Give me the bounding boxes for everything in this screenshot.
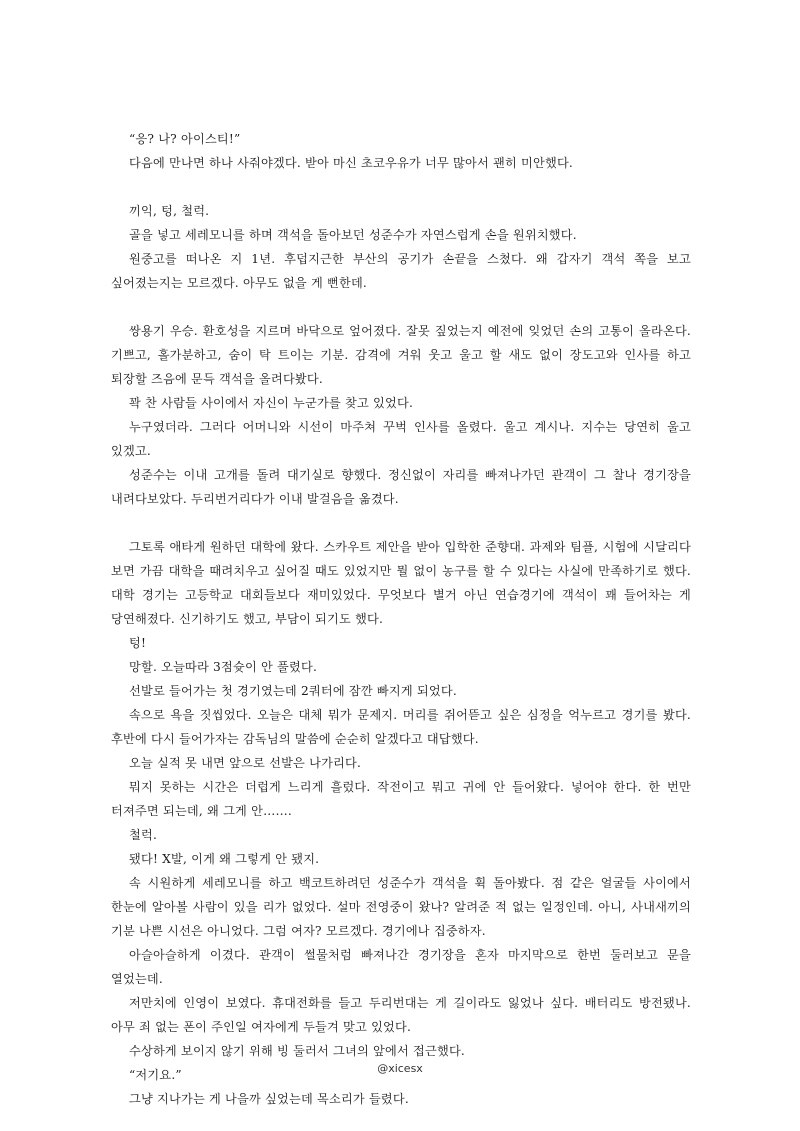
document-body: [111, 127, 691, 1111]
paragraph: 저만치에 인영이 보였다. 휴대전화를 들고 두리번대는 게 길이라도 잃었나 싶다. 배터리도 방전됐나. 아무 죄 없는 폰이 주인일 여자에게 두들겨 맞고 있었다.: [111, 996, 691, 1034]
paragraph: 선발로 들어가는 첫 경기였는데 2쿼터에 잠깐 빠지게 되었다.: [129, 684, 457, 698]
paragraph: 뭐지 못하는 시간은 더럽게 느리게 흘렀다. 작전이고 뭐고 귀에 안 들어왔다. 넣어야 한다. 한 번만 터져주면 되는데, 왜 그게 안…….: [111, 780, 691, 818]
paragraph: 누구였더라. 그러다 어머니와 시선이 마주쳐 꾸벅 인사를 올렸다. 울고 계시나. 지수는 당연히 울고 있겠고.: [111, 420, 691, 458]
paragraph: “응? 나? 아이스티!”: [129, 132, 241, 146]
paragraph: 성준수는 이내 고개를 돌려 대기실로 향했다. 정신없이 자리를 빠져나가던 관객이 그 찰나 경기장을 내려다보았다. 두리번거리다가 이내 발걸음을 옮겼다.: [111, 468, 691, 506]
paragraph: 속으로 욕을 짓씹었다. 오늘은 대체 뭐가 문제지. 머리를 쥐어뜯고 싶은 심정을 억누르고 경기를 봤다. 후반에 다시 들어가자는 감독님의 말씀에 순순히 알겠다고 대답했다.: [111, 708, 691, 746]
paragraph: “저기요.”: [129, 1068, 182, 1082]
paragraph: 그토록 애타게 원하던 대학에 왔다. 스카우트 제안을 받아 입학한 준향대. 과제와 팀플, 시험에 시달리다 보면 가끔 대학을 때려치우고 싶어질 때도 있었지만 뭘 없이 농구를 할 수 있다는 사실에 만족하기로 했다. 대학 경기는 고등학교 대회들보다 재미있었다. 무엇보다 별거 아닌 연습경기에 객석이 꽤 들어차는 게 당연해졌다. 신기하기도 했고, 부담이 되기도 했다.: [111, 540, 691, 626]
paragraph: 다음에 만나면 하나 사줘야겠다. 받아 마신 초코우유가 너무 많아서 괜히 미안했다.: [129, 156, 574, 170]
paragraph: 아슬아슬하게 이겼다. 관객이 썰물처럼 빠져나간 경기장을 혼자 마지막으로 한번 둘러보고 문을 열었는데.: [111, 948, 691, 986]
paragraph: 쌍용기 우승. 환호성을 지르며 바닥으로 엎어졌다. 잘못 짚었는지 예전에 잊었던 손의 고통이 올라온다. 기쁘고, 홀가분하고, 숨이 탁 트이는 기분. 감격에 겨워 웃고 울고 할 새도 없이 장도고와 인사를 하고 퇴장할 즈음에 문득 객석을 올려다봤다.: [111, 324, 691, 386]
author-handle: @xicesx: [377, 1062, 423, 1075]
paragraph: 속 시원하게 세레모니를 하고 백코트하려던 성준수가 객석을 휙 돌아봤다. 점 같은 얼굴들 사이에서 한눈에 알아볼 사람이 있을 리가 없었다. 설마 전영중이 왔나? 알려준 적 없는 일정인데. 아니, 사내새끼의 기분 나쁜 시선은 아니었다. 그럼 여자? 모르겠다. 경기에나 집중하자.: [111, 876, 691, 938]
paragraph: 망할. 오늘따라 3점슛이 안 풀렸다.: [129, 660, 318, 674]
paragraph: 그냥 지나가는 게 나을까 싶었는데 목소리가 들렸다.: [129, 1092, 409, 1106]
paragraph: 끼익, 텅, 철럭.: [129, 204, 210, 218]
paragraph: 됐다! X발, 이게 왜 그렇게 안 됐지.: [129, 852, 320, 866]
paragraph: 꽉 찬 사람들 사이에서 자신이 누군가를 찾고 있었다.: [129, 396, 414, 410]
paragraph: 수상하게 보이지 않기 위해 빙 둘러서 그녀의 앞에서 접근했다.: [129, 1044, 465, 1058]
paragraph: 오늘 실적 못 내면 앞으로 선발은 나가리다.: [129, 756, 362, 770]
paragraph: 골을 넣고 세레모니를 하며 객석을 돌아보던 성준수가 자연스럽게 손을 원위치했다.: [129, 228, 577, 242]
paragraph: 텅!: [129, 636, 147, 650]
paragraph: 원중고를 떠나온 지 1년. 후덥지근한 부산의 공기가 손끝을 스쳤다. 왜 갑자기 객석 쪽을 보고 싶어졌는지는 모르겠다. 아무도 없을 게 뻔한데.: [111, 252, 691, 290]
paragraph-spacer: [111, 175, 691, 199]
paragraph-spacer: [111, 511, 691, 535]
paragraph-spacer: [111, 295, 691, 319]
paragraph: 철럭.: [129, 828, 158, 842]
